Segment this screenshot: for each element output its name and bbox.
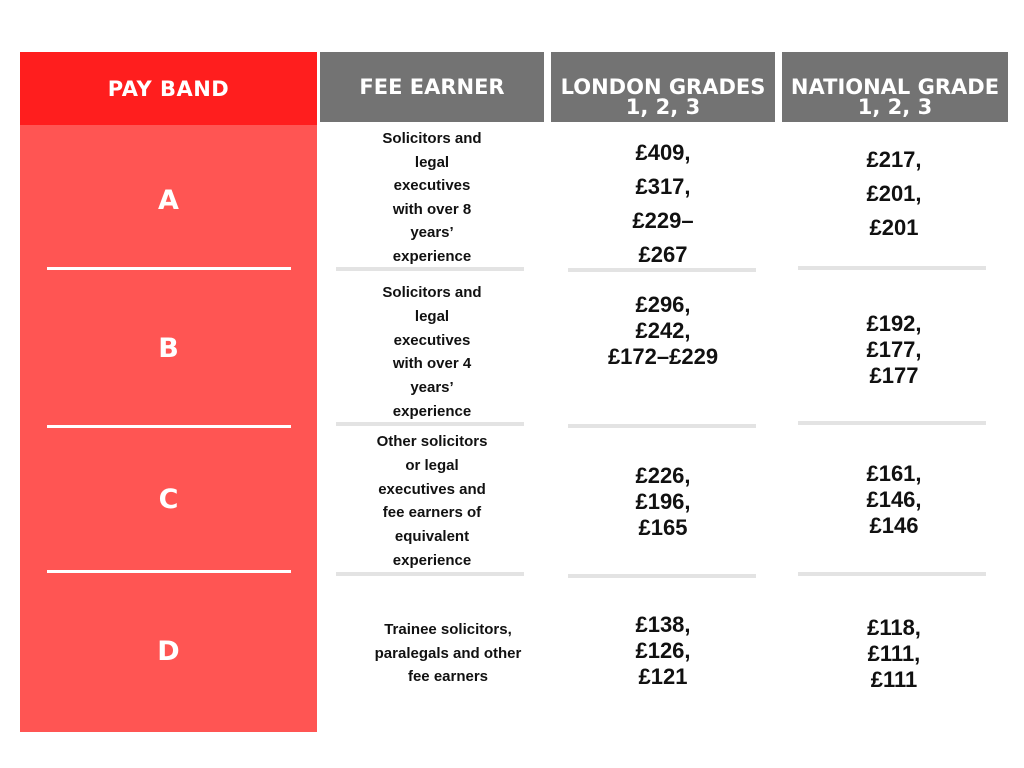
fee-earner-header [320, 52, 544, 122]
money-line: £177, [866, 337, 922, 362]
pay-band-column [20, 52, 317, 732]
fee-line: equivalent [394, 528, 470, 546]
london-cell-b [551, 292, 775, 370]
money-line: £118, [867, 615, 921, 640]
band-divider [47, 425, 291, 428]
band-divider [47, 570, 291, 573]
london-cell-a [551, 136, 775, 272]
pay-band-header: PAY BAND [20, 52, 317, 125]
fee-line: paralegals and other [374, 644, 522, 662]
fee-line: experience [392, 402, 472, 420]
money-line: £146 [869, 513, 919, 538]
fee-line: legal [414, 153, 450, 171]
fee-earner-cell-d [332, 618, 564, 689]
money-line: £409, [635, 140, 691, 165]
fee-line: Solicitors and [382, 284, 482, 301]
fee-line: executives [393, 331, 471, 349]
fee-line: legal [414, 307, 450, 325]
fee-earner-cell-c [332, 430, 532, 573]
fee-line: or legal [405, 456, 459, 474]
money-line: £317, [635, 174, 691, 199]
fee-line: executives and [378, 480, 486, 498]
fee-line: executives [393, 177, 471, 195]
fee-line: Solicitors and [382, 130, 482, 147]
london-grades-line2: 1, 2, 3 [625, 95, 701, 119]
money-line: £226, [635, 463, 691, 488]
london-cell-c [551, 463, 775, 541]
london-grades-header [551, 52, 775, 122]
money-line: £111 [870, 667, 918, 692]
national-grade-line2: 1, 2, 3 [857, 95, 933, 119]
money-line: £192, [866, 311, 922, 336]
national-grade-header [782, 52, 1008, 122]
fee-line: experience [392, 551, 472, 569]
fee-earner-cell-a [332, 127, 532, 269]
money-line: £111, [867, 641, 921, 666]
money-line: £229– [632, 208, 694, 233]
national-cell-a [782, 143, 1006, 245]
fee-line: years’ [410, 379, 454, 397]
national-cell-c [782, 461, 1006, 539]
row-divider [568, 574, 756, 578]
row-divider [798, 266, 986, 270]
row-divider [798, 421, 986, 425]
money-line: £267 [638, 242, 688, 267]
money-line: £242, [635, 318, 691, 343]
fee-line: years’ [410, 224, 454, 242]
fee-line: experience [392, 247, 472, 265]
fee-line: fee earners of [382, 504, 482, 522]
money-line: £161, [866, 461, 922, 486]
band-letter-d: D [157, 636, 180, 667]
money-line: £201 [869, 215, 919, 240]
band-letter-b: B [158, 333, 179, 364]
row-divider [568, 424, 756, 428]
band-letter-a: A [158, 185, 179, 216]
money-line: £196, [635, 489, 691, 514]
fee-line: Trainee solicitors, [384, 621, 512, 638]
fee-earner-cell-b [332, 281, 532, 424]
fee-earner-header-label: FEE EARNER [359, 75, 505, 99]
national-cell-d [782, 615, 1006, 693]
fee-line: with over 4 [392, 355, 472, 373]
money-line: £126, [635, 638, 691, 663]
fee-line: with over 8 [392, 200, 472, 218]
money-line: £177 [869, 363, 919, 388]
national-cell-b [782, 311, 1006, 389]
money-line: £146, [866, 487, 922, 512]
money-line: £296, [635, 292, 691, 317]
money-line: £138, [635, 612, 691, 637]
row-divider [798, 572, 986, 576]
money-line: £165 [638, 515, 688, 540]
band-letter-c: C [158, 484, 179, 515]
money-line: £172–£229 [607, 344, 719, 369]
fee-line: Other solicitors [376, 433, 488, 450]
national-grade-line1: NATIONAL GRADE [790, 75, 1000, 99]
band-divider [47, 267, 291, 270]
fee-line: fee earners [407, 668, 489, 685]
money-line: £121 [638, 664, 688, 689]
london-grades-line1: LONDON GRADES [560, 75, 766, 99]
money-line: £217, [866, 147, 922, 172]
money-line: £201, [866, 181, 922, 206]
london-cell-d [551, 612, 775, 690]
